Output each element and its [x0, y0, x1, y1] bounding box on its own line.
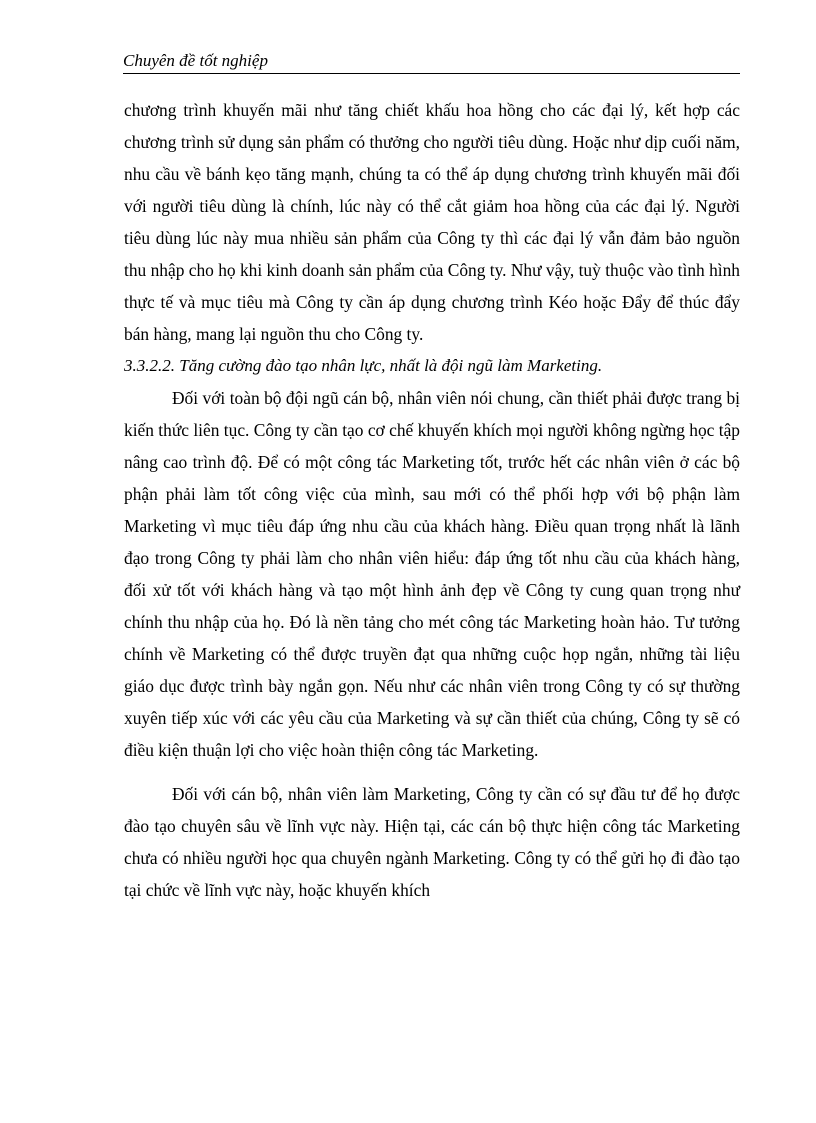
paragraph-training-all-staff: Đối với toàn bộ đội ngũ cán bộ, nhân viên nói chung, cần thiết phải được trang bị kiến thức liên tục. Công ty cần tạo cơ chế khuyến khích mọi người không ngừng học tập nâng cao trình độ. Để có một công tác Marketing tốt, trước hết các nhân viên ở các bộ phận phải làm tốt công việc của mình, sau mới có thể phối hợp với bộ phận làm Marketing vì mục tiêu đáp ứng nhu cầu của khách hàng. Điều quan trọng nhất là lãnh đạo trong Công ty phải làm cho nhân viên hiểu: đáp ứng tốt nhu cầu của khách hàng, đối xử tốt với khách hàng và tạo một hình ảnh đẹp về Công ty cung quan trọng như chính thu nhập của họ. Đó là nền tảng cho mét công tác Marketing hoàn hảo. Tư tưởng chính về Marketing có thể được truyền đạt qua những cuộc họp ngắn, những tài liệu giáo dục được trình bày ngắn gọn. Nếu như các nhân viên trong Công ty có sự thường xuyên tiếp xúc với các yêu cầu của Marketing và sự cần thiết của chúng, Công ty sẽ có điều kiện thuận lợi cho việc hoàn thiện công tác Marketing.	[124, 388, 740, 760]
page-content	[124, 94, 740, 906]
section-heading: 3.3.2.2. Tăng cường đào tạo nhân lực, nhất là đội ngũ làm Marketing.	[124, 356, 603, 375]
page-header: Chuyên đề tốt nghiệp	[123, 50, 740, 74]
paragraph-promotion: chương trình khuyến mãi như tăng chiết khấu hoa hồng cho các đại lý, kết hợp các chương trình sử dụng sản phẩm có thưởng cho người tiêu dùng. Hoặc như dịp cuối năm, nhu cầu về bánh kẹo tăng mạnh, chúng ta có thể áp dụng chương trình khuyến mãi đối với người tiêu dùng là chính, lúc này có thể cắt giảm hoa hồng của các đại lý. Người tiêu dùng lúc này mua nhiều sản phẩm của Công ty thì các đại lý vẫn đảm bảo nguồn thu nhập cho họ khi kinh doanh sản phẩm của Công ty. Như vậy, tuỳ thuộc vào tình hình thực tế và mục tiêu mà Công ty cần áp dụng chương trình Kéo hoặc Đẩy để thúc đẩy bán hàng, mang lại nguồn thu cho Công ty.	[124, 100, 740, 344]
paragraph-spacer	[124, 766, 740, 778]
paragraph-training-marketing-staff: Đối với cán bộ, nhân viên làm Marketing, Công ty cần có sự đầu tư để họ được đào tạo chuyên sâu về lĩnh vực này. Hiện tại, các cán bộ thực hiện công tác Marketing chưa có nhiều người học qua chuyên ngành Marketing. Công ty có thể gửi họ đi đào tạo tại chức về lĩnh vực này, hoặc khuyến khích	[124, 784, 740, 900]
